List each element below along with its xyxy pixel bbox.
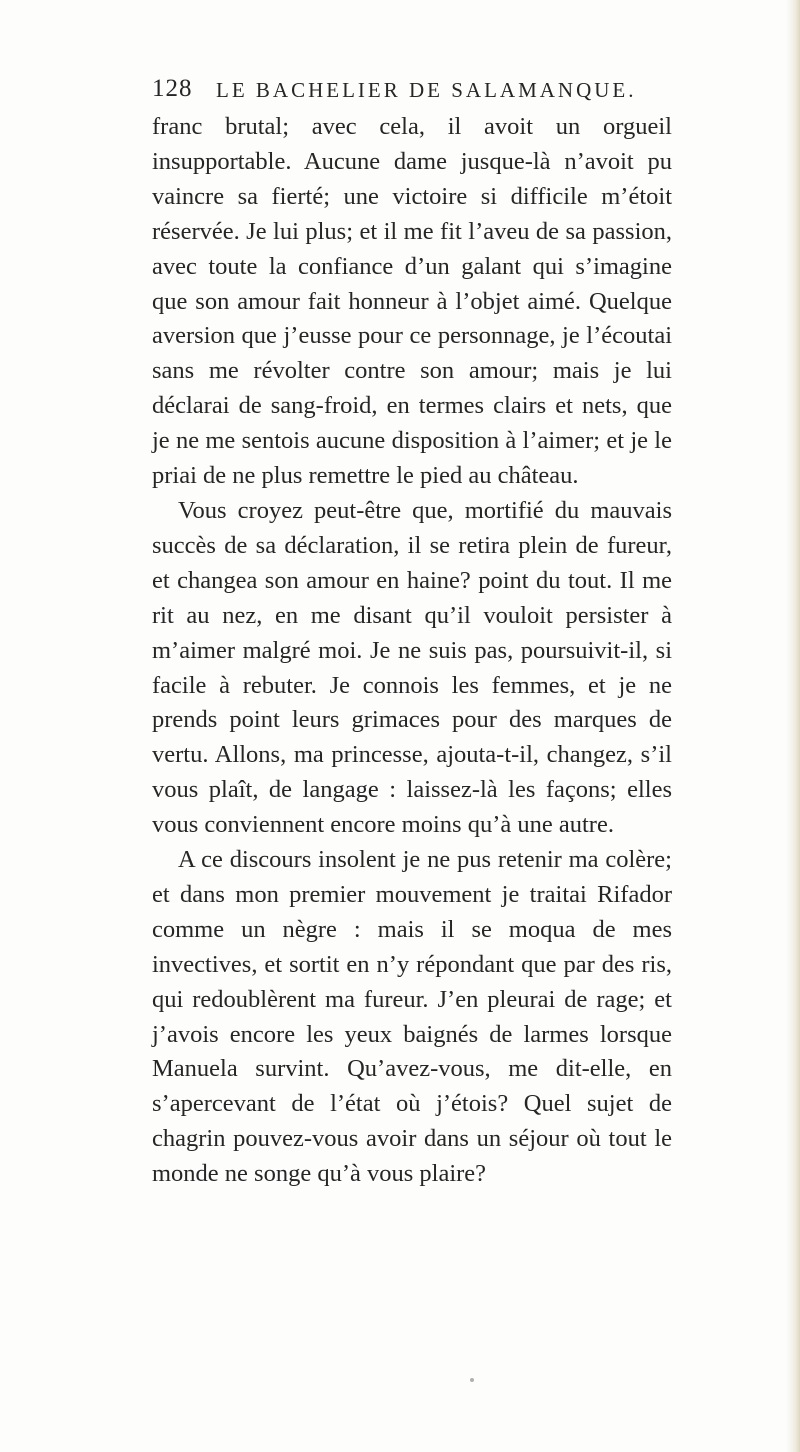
body-text xyxy=(152,110,672,1192)
page-edge-shadow xyxy=(786,0,800,1452)
paper-speck xyxy=(470,1378,474,1382)
paragraph-1: franc brutal; avec cela, il avoit un orgueil insupportable. Aucune dame jusque-là n’avoit pu vaincre sa fierté; une victoire si difficile m’étoit réservée. Je lui plus; et il me fit l’aveu de sa passion, avec toute la confiance d’un galant qui s’imagine que son amour fait honneur à l’objet aimé. Quelque aversion que j’eusse pour ce personnage, je l’écoutai sans me révolter contre son amour; mais je lui déclarai de sang-froid, en termes clairs et nets, que je ne me sentois aucune disposition à l’aimer; et je le priai de ne plus remettre le pied au château. xyxy=(152,113,672,490)
paragraph-3: A ce discours insolent je ne pus retenir ma colère; et dans mon premier mouvement je traitai Rifador comme un nègre : mais il se moqua de mes invectives, et sortit en n’y répondant que par des ris, qui redoublèrent ma fureur. J’en pleurai de rage; et j’avois encore les yeux baignés de larmes lorsque Manuela survint. Qu’avez-vous, me dit-elle, en s’apercevant de l’état où j’étois? Quel sujet de chagrin pouvez-vous avoir dans un séjour où tout le monde ne songe qu’à vous plaire? xyxy=(152,846,672,1188)
paragraph-2: Vous croyez peut-être que, mortifié du mauvais succès de sa déclaration, il se retira plein de fureur, et changea son amour en haine? point du tout. Il me rit au nez, en me disant qu’il vouloit persister à m’aimer malgré moi. Je ne suis pas, poursuivit-il, si facile à rebuter. Je connois les femmes, et je ne prends point leurs grimaces pour des marques de vertu. Allons, ma princesse, ajouta-t-il, changez, s’il vous plaît, de langage : laissez-là les façons; elles vous conviennent encore moins qu’à une autre. xyxy=(152,496,672,839)
running-title: LE BACHELIER DE SALAMANQUE. xyxy=(216,78,637,102)
running-head xyxy=(152,74,672,104)
page-number: 128 xyxy=(152,75,193,102)
